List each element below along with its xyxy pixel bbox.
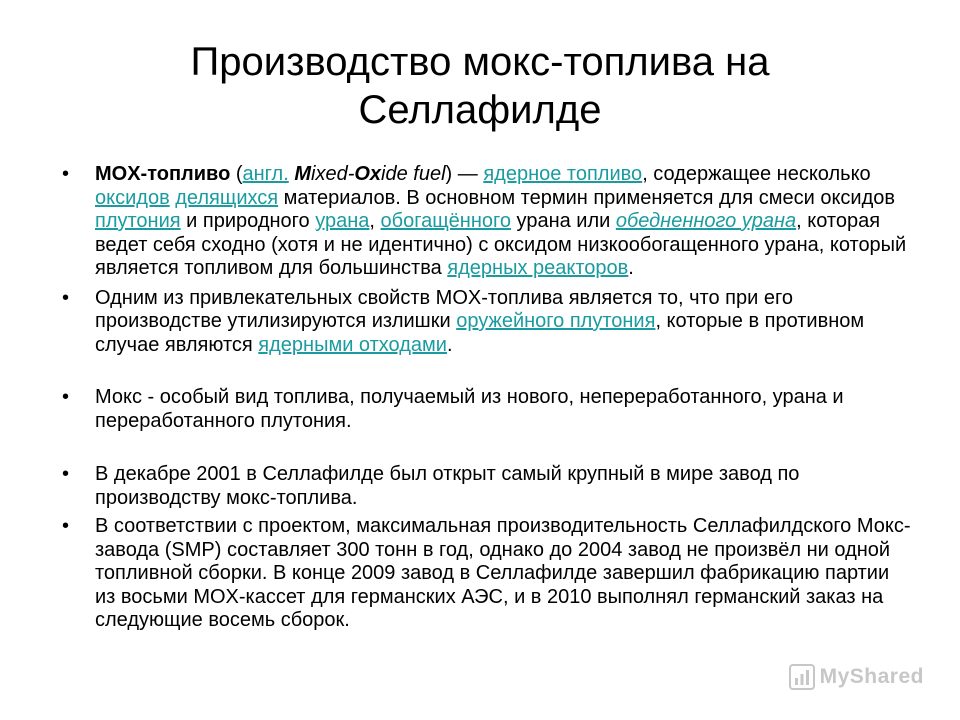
- english-term-ox: Ox: [354, 163, 382, 185]
- mox-term: MOX-топливо: [95, 163, 231, 185]
- text-fragment: ,: [369, 210, 381, 232]
- link-nuclear-reactors[interactable]: ядерных реакторов: [447, 257, 629, 279]
- slide-title-line1: Производство мокс-топлива на: [190, 40, 770, 84]
- link-enriched[interactable]: обогащённого: [380, 210, 511, 232]
- text-fragment: .: [446, 333, 453, 356]
- link-english[interactable]: англ.: [242, 163, 289, 185]
- link-depleted-uranium[interactable]: обедненного урана: [615, 210, 797, 232]
- link-nuclear-fuel[interactable]: ядерное топливо: [483, 163, 643, 185]
- watermark-text: MyShared: [819, 665, 924, 688]
- text-fragment: урана или: [510, 210, 616, 232]
- link-nuclear-waste[interactable]: ядерными отходами: [258, 333, 447, 356]
- bullet-plant-2001: • В декабре 2001 в Селлафилде был открыт самый крупный в мире завод по производству мокс-топлива.: [62, 463, 912, 510]
- text-fragment: .: [628, 257, 634, 279]
- text-fragment: , содержащее несколько: [642, 163, 871, 185]
- english-term-m: M: [294, 163, 311, 185]
- text-fragment: (: [230, 163, 243, 185]
- text-fragment: , которая ведет себя сходно (хотя и не идентично) с оксидом низкообогащенного урана, который является топливом для большинства: [95, 210, 907, 279]
- text-fragment: Одним из привлекательных свойств MOX-топлива является то, что при его производстве утилизируются излишки: [95, 286, 793, 332]
- link-oxides[interactable]: оксидов: [95, 186, 170, 209]
- bullet-smp-capacity: • В соответствии с проектом, максимальная производительность Селлафилдского Мокс-завода (SMP) составляет 300 тонн в год, однако до 2004 завод не произвёл ни одной топливной сборки. В конце 2009 завод в Селлафилде завершил фабрикацию партии из восьми MOX-кассет для германских АЭС, и в 2010 выполнял германский заказ на следующие восемь сборок.: [62, 515, 912, 633]
- link-weapons-plutonium[interactable]: оружейного плутония: [456, 310, 656, 332]
- english-term-ixed: ixed-: [311, 163, 355, 185]
- slide-title-line2: Селлафилде: [358, 88, 602, 132]
- text-fragment: материалов. В основном термин применяется для смеси оксидов: [278, 186, 896, 209]
- link-fissile[interactable]: делящихся: [175, 186, 279, 209]
- myshared-logo-icon: [789, 664, 815, 690]
- slide-title: [0, 38, 960, 134]
- bullet-weapons-plutonium: [62, 287, 912, 358]
- text-fragment: и природного: [180, 210, 316, 232]
- text-fragment: , которые в противном случае являются: [95, 310, 865, 356]
- bullet-list: [62, 163, 912, 633]
- bullet-mox-definition: [62, 163, 912, 281]
- bullet-mox-special: • Мокс - особый вид топлива, получаемый из нового, непереработанного, урана и переработанного плутония.: [62, 386, 912, 433]
- watermark: [789, 664, 924, 690]
- text-fragment: ) —: [445, 163, 484, 185]
- link-plutonium[interactable]: плутония: [95, 210, 181, 232]
- link-uranium[interactable]: урана: [315, 210, 370, 232]
- english-term-ide: ide fuel: [381, 163, 446, 185]
